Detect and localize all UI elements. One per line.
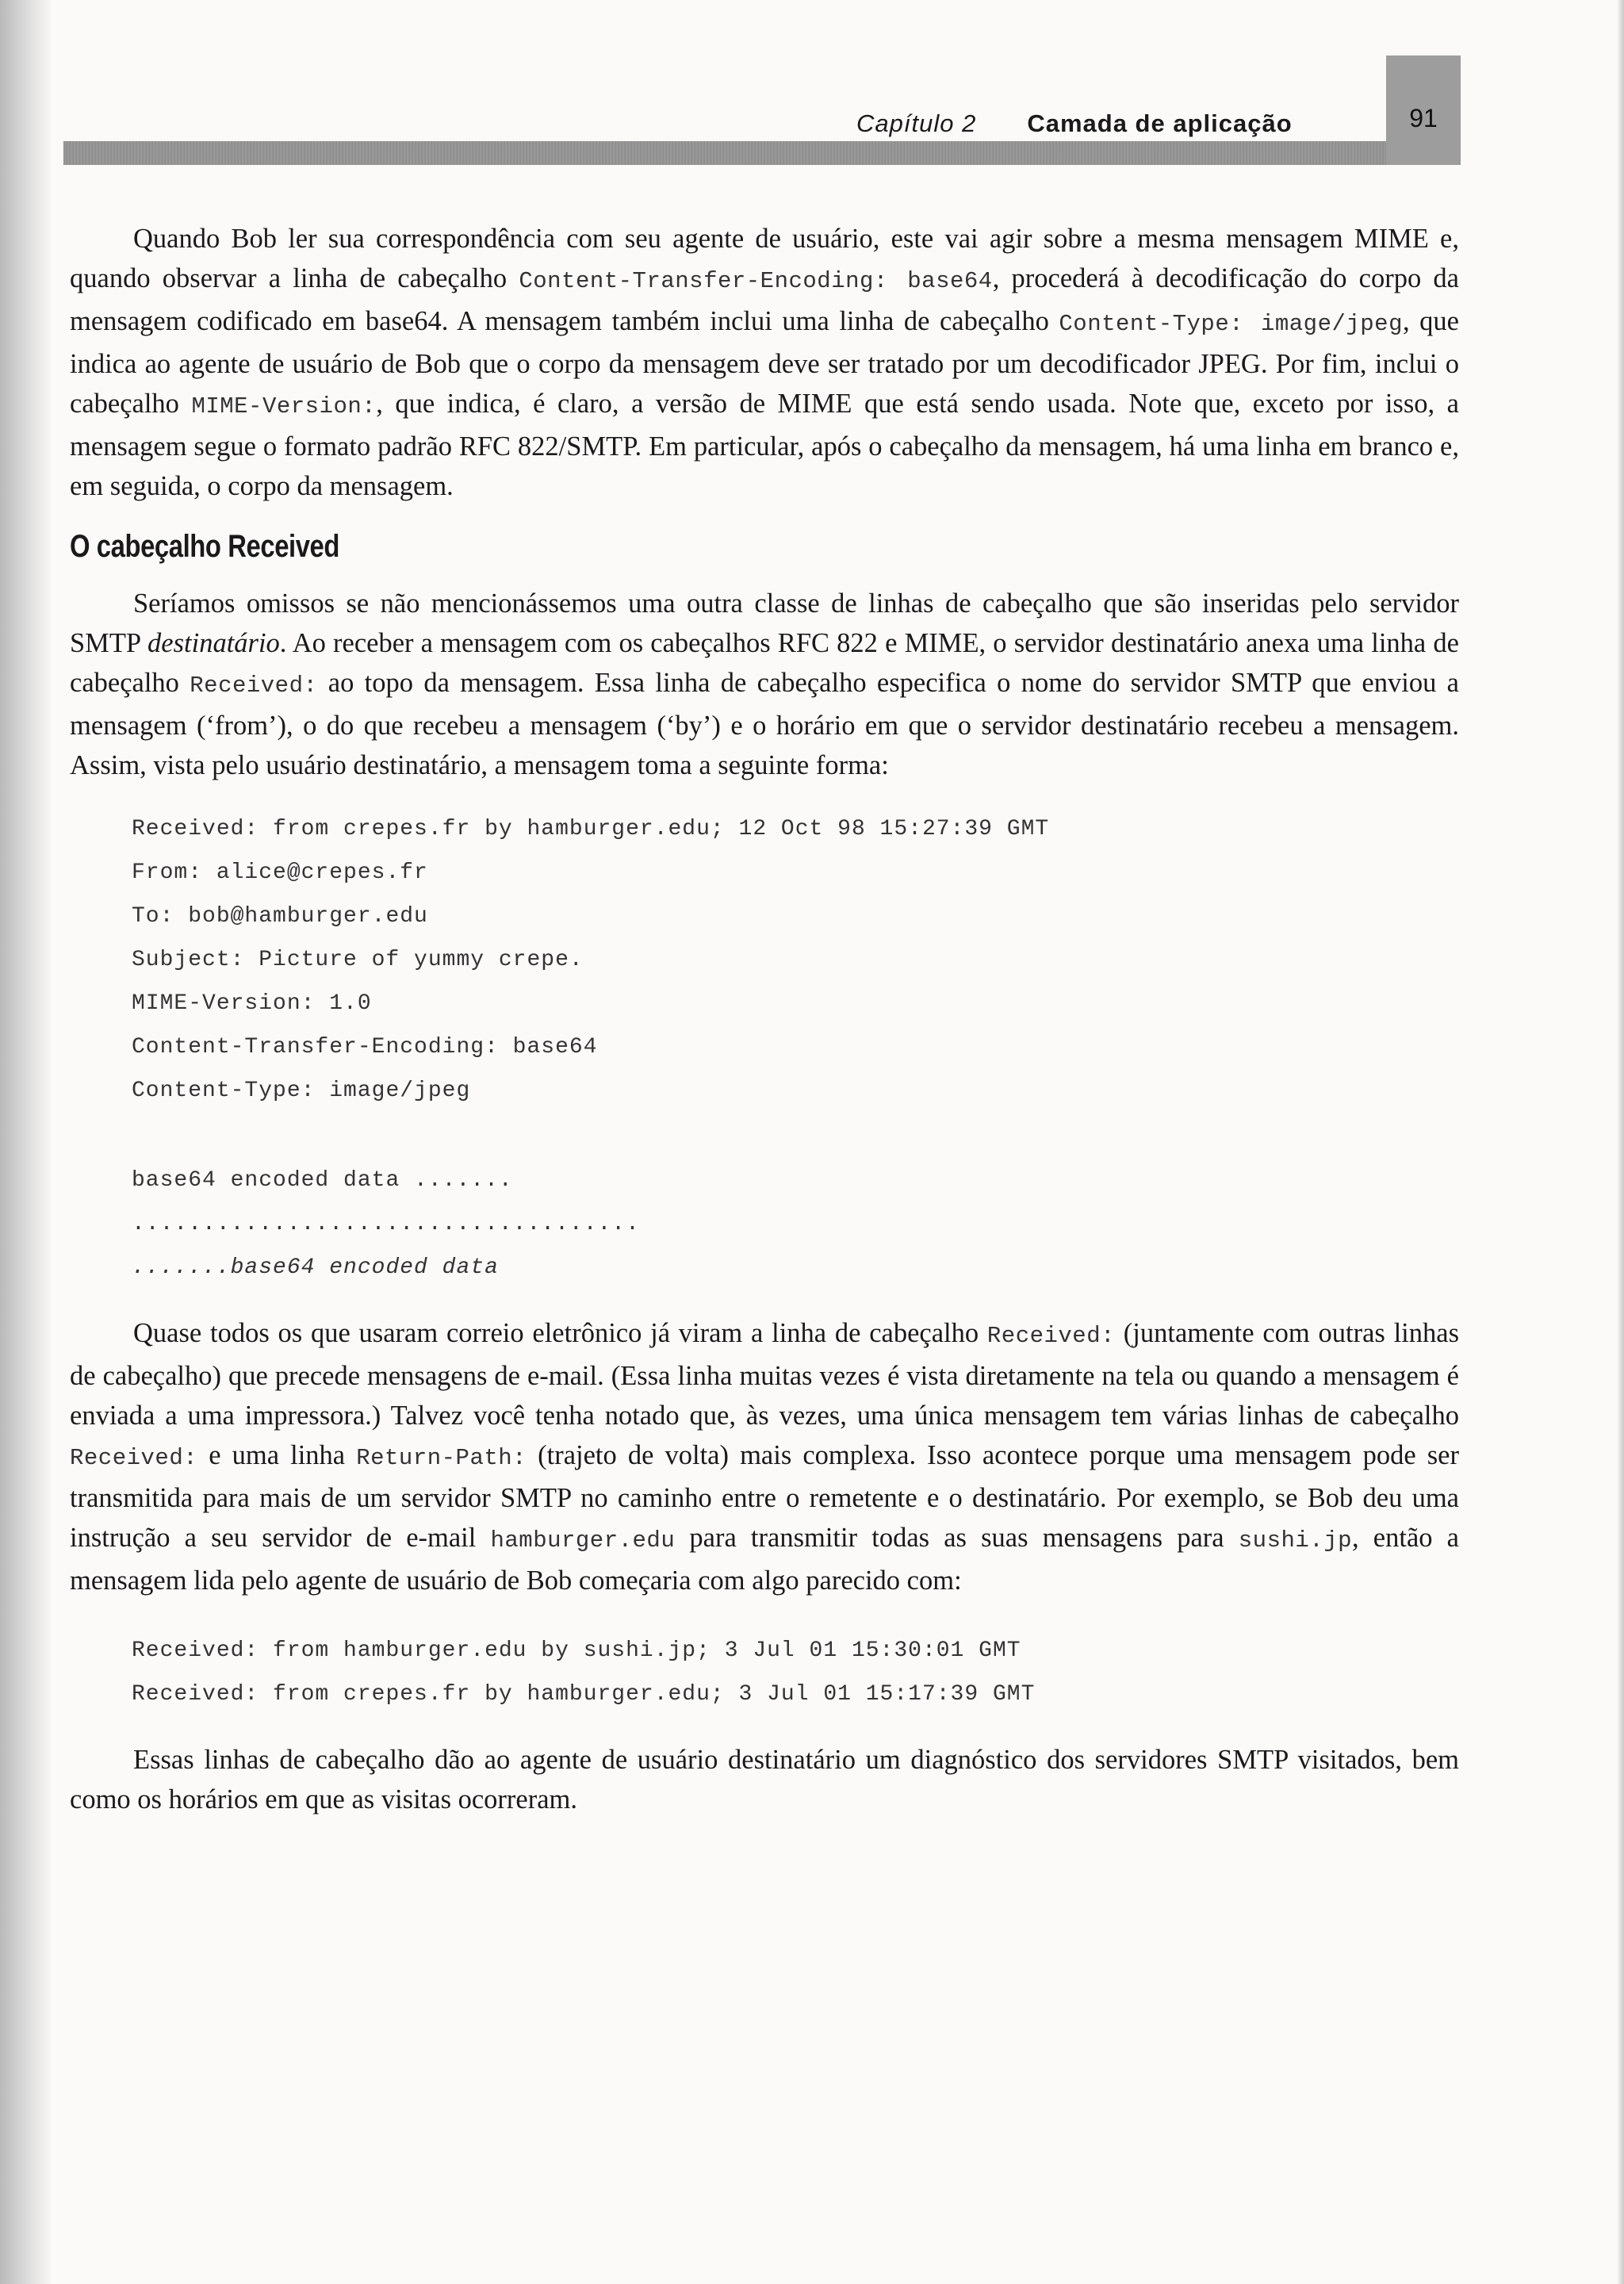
code-line: Content-Type: image/jpeg (132, 1079, 471, 1103)
paragraph-received-header: Seríamos omissos se não mencionássemos uma outra classe de linhas de cabeçalho que são inseridas pelo servidor SMTP destinatário. Ao receber a mensagem com os cabeçalhos RFC 822 e MIME, o servidor destinatário anexa uma linha de cabeçalho Received: ao topo da mensagem. Essa linha de cabeçalho especifica o nome do servidor SMTP que enviou a mensagem (‘from’), o do que recebeu a mensagem (‘by’) e o horário em que o servidor destinatário recebeu a mensagem. Assim, vista pelo usuário destinatário, a mensagem toma a seguinte forma: (70, 588, 1459, 780)
scan-binding-shadow (0, 0, 51, 2284)
code-line: Received: from crepes.fr by hamburger.edu; 12 Oct 98 15:27:39 GMT (132, 817, 1050, 841)
inline-code: Received: (70, 1445, 198, 1471)
inline-code: Content-Transfer-Encoding: base64 (519, 268, 993, 294)
code-line: .......base64 encoded data (132, 1255, 499, 1280)
page-number: 91 (1386, 56, 1461, 165)
code-line: To: bob@hamburger.edu (132, 904, 428, 929)
code-line: base64 encoded data ....... (132, 1168, 513, 1193)
inline-code: Content-Type: image/jpeg (1059, 311, 1403, 337)
section-heading: O cabeçalho Received (70, 529, 340, 564)
chapter-label: Capítulo 2 (856, 109, 977, 137)
section-label: Camada de aplicação (1027, 109, 1293, 137)
inline-code: MIME-Version: (191, 393, 377, 420)
code-line: Subject: Picture of yummy crepe. (132, 948, 584, 972)
inline-code: sushi.jp (1238, 1527, 1353, 1554)
inline-code: Received: (986, 1323, 1116, 1349)
code-line: .................................... (132, 1212, 640, 1236)
code-line: Received: from crepes.fr by hamburger.edu; 3 Jul 01 15:17:39 GMT (132, 1682, 1036, 1707)
code-line: From: alice@crepes.fr (132, 860, 428, 885)
header-rule (63, 141, 1461, 165)
paragraph-multiple-received: Quase todos os que usaram correio eletrônico já viram a linha de cabeçalho Received: (juntamente com outras linhas de cabeçalho) que precede mensagens de e-mail. (Essa linha muitas vezes é vista diretamente na tela ou quando a mensagem é enviada a uma impressora.) Talvez você tenha notado que, às vezes, uma única mensagem tem várias linhas de cabeçalho Received: e uma linha Return-Path: (trajeto de volta) mais complexa. Isso acontece porque uma mensagem pode ser transmitida para mais de um servidor SMTP no caminho entre o remetente e o destinatário. Por exemplo, se Bob deu uma instrução a seu servidor de e-mail hamburger.edu para transmitir todas as suas mensagens para sushi.jp, então a mensagem lida pelo agente de usuário de Bob começaria com algo parecido com: (70, 1318, 1460, 1596)
inline-code: hamburger.edu (490, 1527, 676, 1554)
page-body (70, 219, 1459, 1819)
inline-code: Return-Path: (356, 1445, 527, 1471)
scan-right-edge (1618, 0, 1624, 2284)
code-line: Received: from hamburger.edu by sushi.jp; 3 Jul 01 15:30:01 GMT (132, 1638, 1021, 1663)
code-line: MIME-Version: 1.0 (132, 991, 372, 1016)
code-line: Content-Transfer-Encoding: base64 (132, 1035, 598, 1060)
running-header (856, 109, 1364, 141)
inline-code: Received: (190, 673, 318, 699)
paragraph-diagnostic: Essas linhas de cabeçalho dão ao agente de usuário destinatário um diagnóstico dos servidores SMTP visitados, bem como os horários em que as visitas ocorreram. (70, 1745, 1459, 1815)
paragraph-mime-decoding: Quando Bob ler sua correspondência com seu agente de usuário, este vai agir sobre a mesma mensagem MIME e, quando observar a linha de cabeçalho Content-Transfer-Encoding: base64, procederá à decodificação do corpo da mensagem codificado em base64. A mensagem também inclui uma linha de cabeçalho Content-Type: image/jpeg, que indica ao agente de usuário de Bob que o corpo da mensagem deve ser tratado por um decodificador JPEG. Por fim, inclui o cabeçalho MIME-Version:, que indica, é claro, a versão de MIME que está sendo usada. Note que, exceto por isso, a mensagem segue o formato padrão RFC 822/SMTP. Em particular, após o cabeçalho da mensagem, há uma linha em branco e, em seguida, o corpo da mensagem. (70, 224, 1459, 501)
received-lines-code (132, 1629, 1459, 1716)
message-example-code (132, 807, 1459, 1290)
